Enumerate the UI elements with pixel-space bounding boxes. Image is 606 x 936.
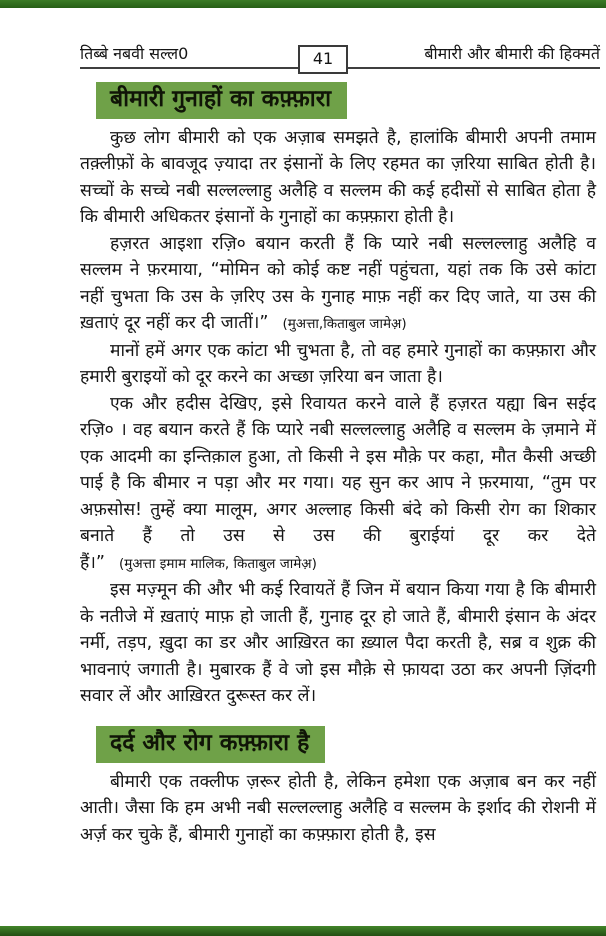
section-heading-pain-disease-expiation: दर्द और रोग कफ़्फ़ारा है bbox=[96, 726, 325, 763]
citation-muatta-imam-malik: (मुअत्ता इमाम मालिक, किताबुल जामेअ़) bbox=[119, 555, 317, 572]
paragraph-text: एक और हदीस देखिए, इसे रिवायत करने वाले हैं हज़रत यह्या बिन सईद रज़ि० । वह बयान करते हैं कि प्यारे नबी सल्लल्लाहु अलैहि व सल्लम के ज़माने में एक आदमी का इन्तिक़ाल हुआ, तो किसी ने इस मौक़े पर कहा, मौत कैसी अच्छी पाई है कि बीमार न पड़ा और मर गया। यह सुन कर आप ने फ़रमाया, “तुम पर अफ़सोस! तुम्हें क्या मालूम, अगर अल्लाह किसी बंदे को किसी रोग का शिकार बनाते हैं तो उस से उस की बुराईयां दूर कर देते हैं।” bbox=[80, 393, 596, 573]
paragraph-text: बीमारी एक तक्लीफ ज़रूर होती है, लेकिन हमेशा एक अज़ाब बन कर नहीं आती। जैसा कि हम अभी नबी सल्लल्लाहु अलैहि व सल्लम के इर्शाद की रोशनी में अर्ज़ कर चुके हैं, बीमारी गुनाहों का कफ़्फ़ारा होती है, इस bbox=[80, 771, 596, 845]
header-book-title: तिब्बे नबवी सल्ल0 bbox=[80, 44, 189, 63]
page-bottom-border-bar bbox=[0, 926, 606, 936]
paragraph-text: मानों हमें अगर एक कांटा भी चुभता है, तो वह हमारे गुनाहों का कफ़्फ़ारा और हमारी बुराइयों को दूर करने का अच्छा ज़रिया बन जाता है। bbox=[80, 340, 596, 388]
page-top-border-bar bbox=[0, 0, 606, 8]
paragraph bbox=[80, 125, 596, 231]
paragraph-text: कुछ लोग बीमारी को एक अज़ाब समझते है, हालांकि बीमारी अपनी तमाम तक़्लीफ़ों के बावजूद ज़्यादा तर इंसानों के लिए रहमत का ज़रिया साबित होती है। सच्चों के सच्चे नबी सल्लल्लाहु अलैहि व सल्लम की कई हदीसों से साबित होता है कि बीमारी अधिकतर इंसानों के गुनाहों का कफ़्फ़ारा होती है। bbox=[80, 127, 596, 228]
paragraph bbox=[80, 338, 596, 391]
paragraph bbox=[80, 391, 596, 578]
page-content bbox=[80, 74, 596, 848]
paragraph-text: इस मज़्मून की और भी कई रिवायतें हैं जिन में बयान किया गया है कि बीमारी के नतीजे में ख़ताएं माफ़ हो जाती हैं, गुनाह दूर हो जाते हैं, बीमारी इंसान के अंदर नर्मी, तड़प, ख़ुदा का डर और आख़िरत का ख़्याल पैदा करती है, सब्र व शुक्र की भावनाएं जगाती है। मुबारक हैं वे जो इस मौक़े से फ़ायदा उठा कर अपनी ज़िंदगी सवार लें और आख़िरत दुरूस्त कर लें। bbox=[80, 580, 596, 707]
paragraph bbox=[80, 769, 596, 849]
section-heading-illness-expiation: बीमारी गुनाहों का कफ़्फ़ारा bbox=[96, 82, 347, 119]
citation-muatta-kitabul-jame: (मुअत्ता,किताबुल जामेअ़) bbox=[282, 316, 407, 333]
page-number: 41 bbox=[312, 49, 334, 68]
header-chapter-title: बीमारी और बीमारी की हिक्मतें bbox=[424, 44, 600, 63]
page-number-box bbox=[298, 45, 348, 74]
paragraph bbox=[80, 231, 596, 338]
paragraph bbox=[80, 577, 596, 710]
page-header bbox=[80, 40, 600, 69]
paragraph-text: हज़रत आइशा रज़ि० बयान करती हैं कि प्यारे नबी सल्लल्लाहु अलैहि व सल्लम ने फ़रमाया, “मोमिन को कोई कष्ट नहीं पहुंचता, यहां तक कि उसे कांटा नहीं चुभता कि उस के ज़रिए उस के गुनाह माफ़ नहीं कर दिए जाते, या उस की ख़ताएं दूर नहीं कर दी जातीं।” bbox=[80, 233, 596, 334]
